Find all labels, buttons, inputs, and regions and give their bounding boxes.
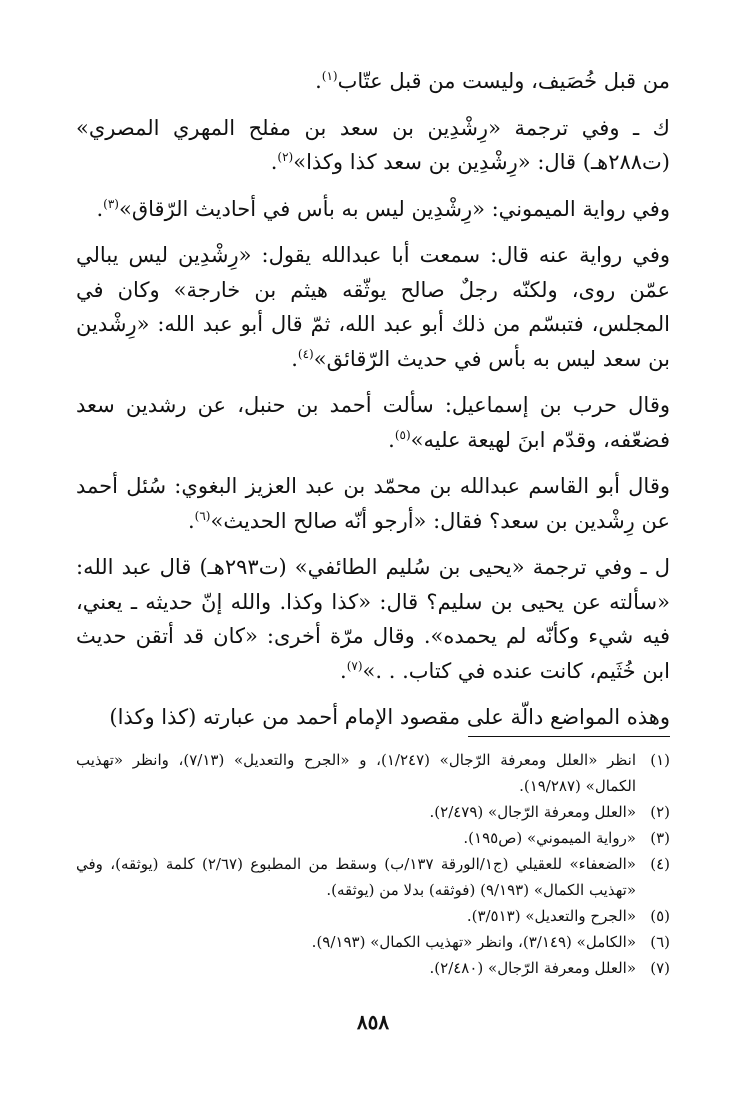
footnote [76, 825, 670, 851]
footnote-text: «العلل ومعرفة الرّجال» (٢/٤٨٠). [429, 959, 636, 977]
footnote-number: (٥) [650, 907, 670, 925]
footnote-marker[interactable]: (٧) [346, 658, 363, 673]
paragraph: وهذه المواضع دالّة على مقصود الإمام أحمد من عبارته (كذا وكذا) [109, 705, 670, 729]
paragraph: ل ـ وفي ترجمة «يحيى بن سُليم الطائفي» (ت٢٩٣هـ) قال عبد الله: «سألته عن يحيى بن سليم؟ قال: «كذا وكذا. والله إنّ حديثه ـ يعني، فيه شيء وكأنّه لم يحمده». وقال مرّة أخرى: «كان قد أتقن حديث ابن خُثَيم، كانت عنده في كتاب. . .»$^{(٧)}$. [76, 555, 670, 683]
footnote-marker[interactable]: (٣) [103, 196, 119, 211]
footnotes [76, 747, 670, 981]
footnote [76, 903, 670, 929]
page-number: ٨٥٨ [356, 1010, 390, 1034]
footnote-number: (١) [650, 751, 670, 769]
footnote-marker[interactable]: (٦) [194, 508, 211, 523]
footnote [76, 929, 670, 955]
main-text [76, 64, 670, 735]
paragraph: وقال حرب بن إسماعيل: سألت أحمد بن حنبل، عن رشدين سعد فضعّفه، وقدّم ابنَ لهيعة عليه»$^{(٥)}$. [76, 393, 670, 452]
footnote-text: «الكامل» (٣/١٤٩)، وانظر «تهذيب الكمال» (٩/١٩٣). [311, 933, 636, 951]
footnote [76, 747, 670, 799]
paragraph: وقال أبو القاسم عبدالله بن محمّد بن عبد العزيز البغوي: سُئل أحمد عن رِشْدين بن سعد؟ فقال: «أرجو أنّه صالح الحديث»$^{(٦)}$. [76, 474, 670, 533]
footnote-marker[interactable]: (٥) [394, 427, 411, 442]
footnote-text: «العلل ومعرفة الرّجال» (٢/٤٧٩). [429, 803, 636, 821]
paragraph: وفي رواية عنه قال: سمعت أبا عبدالله يقول: «رِشْدِين ليس يبالي عمّن روى، ولكنّه رجلٌ صالح يوثّقه هيثم بن خارجة» وكان في المجلس، فتبسّم من ذلك أبو عبد الله، ثمّ قال أبو عبد الله: «رِشْدين بن سعد ليس به بأس في حديث الرّقائق»$^{(٤)}$. [76, 243, 670, 371]
footnote-text: «رواية الميموني» (ص١٩٥). [463, 829, 636, 847]
footnote [76, 955, 670, 981]
footnote-divider [468, 736, 670, 737]
paragraph: وفي رواية الميموني: «رِشْدِين ليس به بأس في أحاديث الرّقاق»$^{(٣)}$. [96, 196, 670, 221]
footnote [76, 799, 670, 825]
footnote-number: (٦) [650, 933, 670, 951]
footnote-number: (٤) [650, 855, 670, 873]
footnote-marker[interactable]: (١) [321, 69, 338, 83]
footnote-text: «الجرح والتعديل» (٣/٥١٣). [466, 907, 636, 925]
footnote-text: انظر «العلل ومعرفة الرّجال» (١/٢٤٧)، و «الجرح والتعديل» (٧/١٣)، وانظر «تهذيب الكمال» (١٩/٢٨٧). [76, 751, 636, 795]
paragraph: ك ـ وفي ترجمة «رِشْدِين بن سعد بن مفلح المهري المصري» (ت٢٨٨هـ) قال: «رِشْدِين بن سعد كذا وكذا»$^{(٢)}$. [76, 115, 670, 174]
footnote-number: (٢) [650, 803, 670, 821]
paragraph: من قبل خُصَيف، وليست من قبل عتّاب$^{(١)}$. [315, 69, 670, 93]
book-page [76, 64, 670, 1044]
footnote-marker[interactable]: (٤) [297, 346, 314, 361]
footnote-number: (٣) [650, 829, 670, 847]
footnote-number: (٧) [650, 959, 670, 977]
footnote [76, 851, 670, 903]
footnote-text: «الضعفاء» للعقيلي (ج١/الورقة ١٣٧/ب) وسقط من المطبوع (٢/٦٧) كلمة (يوثقه)، وفي «تهذيب الكمال» (٩/١٩٣) (فوثقه) بدلا من (يوثقه). [76, 855, 636, 899]
footnote-marker[interactable]: (٢) [277, 150, 294, 164]
